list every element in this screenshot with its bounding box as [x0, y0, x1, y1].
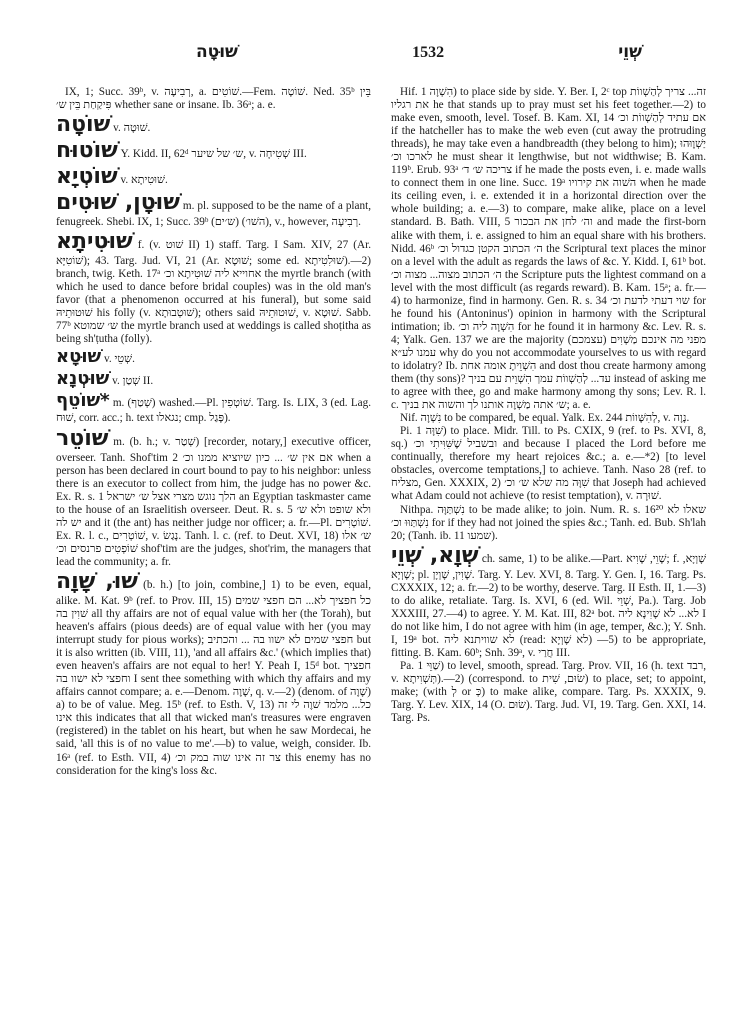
running-header	[56, 42, 706, 68]
page-number: 1532	[412, 44, 445, 61]
right-running-headword: שְׁוֵי	[618, 42, 642, 62]
entry-definition: IX, 1; Succ. 39ᵇ, v. רְבִיעָה, a. שׁוֹטִים.—Fem. שׁוֹטָה. Ned. 35ᵇ בֵּין פִּיקַחַת בֵּין ש׳ whether sane or insane. Ib. 36ᵃ; a. e.	[56, 86, 372, 112]
entry-headword: שׁוֹטוּח	[56, 138, 118, 164]
entry-headword: שׁוֹטָה	[56, 112, 111, 138]
dictionary-entry	[56, 112, 371, 138]
entry-definition: ch. same, 1) to be alike.—Part. שָׁוֵי, שָׁוִיא; f. שָׁוְיָא, שָׁוְיָא; pl. שָׁוִין, שָׁוְיָן. Targ. Y. Lev. XVI, 8. Targ. Y. Gen. I, 16. Targ. Ps. CXXXIX, 12; a. fr.—2) to be worthy, deserve. Targ. II Esth. II, 1.—3) to do alike, retaliate. Targ. Is. XVI, 6 (ed. Wil. שְׁוֵי, Pa.). Targ. Job XXXIII, 27.—4) to agree. Y. M. Kat. III, 82ᵃ bot. לא... לא שָׁוִינָא ליה I do not like him, I do not agree with him (in age, temper, &c.); Y. Snh. I, 19ᵃ bot. לא שוויתנא ליה (read: לא שָׁוְיָא) —5) to be appropriate, fitting. B. Kam. 60ᵇ; Snh. 39ᵃ, v. חֲרַי III.	[391, 552, 707, 659]
dictionary-entry	[56, 390, 371, 425]
entry-headword: *שׁוֹטֵף	[56, 390, 110, 412]
entry-definition: Y. Kidd. II, 62ᵈ ש׳ של שיער, v. שְׁטִיחָה III.	[120, 148, 307, 161]
left-column	[56, 86, 371, 778]
entry-definition: m. (שְׁטַף) washed.—Pl. שׁוֹטְפִין. Targ. Is. LIX, 3 (ed. Lag. שׁוּח, corr. acc.; h. text נגאלו; cmp. פָּגַל).	[56, 397, 372, 425]
entry-headword: שׁוּ, שָׁוָה	[56, 568, 138, 594]
entry-headword: שׁוֹטְיָא	[56, 164, 118, 190]
entry-definition: v. שׁוּטָה.	[113, 122, 151, 135]
two-column-body	[56, 86, 706, 778]
entry-headword: שׁוֹטֵר	[56, 425, 109, 451]
entry-definition: Hif. הִשְׁוָה 1) to place side by side. Y. Ber. I, 2ᶜ top זה... צריך לְהַשְׁווֹת את רגליו he that stands up to pray must set his feet together.—2) to make even, smooth, level. Tosef. B. Kam. XI, 14 אם עתיד לְהַשְׁווֹת וכ׳ if the hatcheller has to make the web even (cut away the protruding threads), he may take even a handbreadth (they belong to him); יַשְׁוֶוּהוּ לארכו וכ׳ he must shear it lengthwise, but not widthwise; B. Kam. 119ᵇ. Erub. 93ᵃ צריכה ש׳ ד׳ if he made the posts even, i. e. made walls to connect them in one line. Succ. 19ᵃ השׁוה את קירויו when he made its ceiling even, i. e. extended it in a horizontal direction over the whole building; a. e.—3) to compare, make alike, place on a level standard. B. Bath. VIII, 5 וה׳ לחן את הבכור and made the first-born alike with them, i. e. assigned to him an equal share with his brothers. Nidd. 46ᵇ ה׳ הכתוב הקטן כגדול וכ׳ the Scriptural text places the minor on a level with the adult as regards the laws of &c. Y. Kidd. I, 61ᵇ bot. ה׳ הכתוב מצוה... מצוה וכ׳ the Scripture puts the lightest command on a level with the most difficult (as regards reward). B. Kam. 15ᵃ; a. fr.—4) to harmonize, find in harmony. Gen. R. s. 34 שוי דעתי לדעת וכ׳ for he found his (Antoninus') opinion in harmony with the Scriptural intimation; ib. הִשְׁוָה ליה וכ׳ for he found it in harmony &c. Lev. R. s. 4; Yalk. Gen. 137 we are the majority מפני מה אינכם מַשְׁוִים (עצמכם) עמנו לע״א why do you not accommodate yourselves to us with regard to idolatry? Ib. הִשְׁוֵיתָ אומה אחת and dost thou create harmony among them (thy sons)? עד... לְהַשְׁווֹת עמך הִשְׁוֵית עם בניך instead of asking me to agree with thee, go and make harmony among thy sons; Lev. R. l. c. ש׳ אתה מַשְׁוֶה אותנו לך והשוה את בניך; a. e.	[391, 86, 707, 412]
entry-definition: Nif. נִשְׁוָה to be compared, be equal. Yalk. Ex. 244 לְהִשָּׁווֹת, v. נָוָה.	[400, 412, 690, 425]
left-running-headword: שׁוּטָה	[196, 42, 238, 62]
entry-definition: m. (b. h.; v. שְׁטַר) [recorder, notary,] executive officer, overseer. Tanh. Shof'tim 2 אם אין ש׳ ... כיון שיוציא ממנו וכ׳ when a person has been declared in court bound to pay to his neighbor: unless there is an executor to collect from him, the judge has no power &c. Ex. R. s. 1 הלך נוגש מצרי אצל ש׳ ישראל an Egyptian taskmaster came to the house of an Israelitish overseer. Deut. R. s. 5 ולא שופט ולא ש׳ יש לה and it (the ant) has neither judge nor officer; a. fr.—Pl. שׁוֹטְרִים. Ex. R. l. c., שׁוֹטְרִים, v. נָגַשׂ. Tanh. l. c. (ref. to Deut. XVI, 18) ש׳ אלו שׁוֹפְטִים פרנסים וכ׳ shof'tim are the judges, shot'rim, the managers that lead the community; a. fr.	[56, 435, 372, 568]
dictionary-entry	[56, 190, 371, 229]
entry-definition: v. שְׁטַן II.	[112, 375, 154, 388]
dictionary-entry	[391, 543, 706, 660]
dictionary-entry	[391, 425, 706, 503]
right-column	[391, 86, 706, 778]
entry-definition: m. pl. supposed to be the name of a plant, fenugreek. Shebi. IX, 1; Succ. 39ᵇ (ש׳ים) (השׁו׳), v., however, רְבִיעָה.	[56, 200, 371, 229]
dictionary-entry	[56, 86, 371, 112]
dictionary-entry	[56, 368, 371, 390]
entry-definition: Pa. שַׁוֵּי 1) to level, smooth, spread. Targ. Prov. VII, 16 (h. text רבד, v. תְּשְׁוִיתָא).—2) (correspond. to שׂוּם, שִׁית) to place, set; to appoint, make; (with לְ or כְּ) to make alike, compare. Targ. Ps. XXXIX, 9. Targ. Y. Lev. XIX, 14 (O. שׂוּם). Targ. Jud. VI, 19. Targ. Gen. XXI, 14. Targ. Ps.	[391, 659, 707, 725]
entry-definition: Pi. שִׁוָּה 1) to place. Midr. Till. to Ps. CXIX, 9 (ref. to Ps. XVI, 8, sq.) ובשביל שֶׁשִּׁוִּיתִי וכ׳ and because I placed the Lord before me continually, therefore my heart rejoices &c.; a. e.—*2) [to level obstacles, overcome temptations,] to achieve. Tanh. Naso 28 (ref. to מצליח, Gen. XXXIX, 2) שִׁוָּה מה שלא ש׳ וכ׳ that Joseph had achieved what Adam could not achieve (to resist temptation), v. שׁוּרָה.	[391, 425, 706, 503]
dictionary-entry	[391, 412, 706, 425]
entry-definition: (b. h.) [to join, combine,] 1) to be even, equal, alike. M. Kat. 9ᵇ (ref. to Prov. III, 15) כל חפציך לא... הם חפצי שמים שׁוִין בה all thy affairs are not of equal value with her (the Torah), but heaven's affairs (pious deeds) are of equal value with her (you may interrupt study for pious works); חפצי שמים לא ישוו בה ... והכתיב but it is also written (ib. VIII, 11), 'and all affairs &c.' (which implies that) even heaven's affairs are not equal to her! Y. Peah I, 15ᵈ bot. חפציך וחפצי לא ישוו בה I sent thee something with which thy affairs and my affairs cannot compare; a. e.—Denom. שָׁוֶה, q. v.—2) (denom. of שָׁוֶה) a) to be of value. Meg. 15ᵇ (ref. to Esth. V, 13) כל... מלמד שׁוֶה לי זה אינו this indicates that all that wicked man's treasures were engraven (registered) in the tablet on his heart, but when he saw Mordecai, he said, 'all this is of no value to me'.—b) to value, weigh, consider. Ib. 16ᵃ (ref. to Esth. VII, 4) צר זה אינו שוה במק וכ׳ this enemy has no consideration for the king's loss &c.	[56, 578, 372, 777]
dictionary-entry	[56, 229, 371, 346]
entry-headword: שְׁוָא, שְׁוֵי	[391, 542, 479, 568]
dictionary-entry	[56, 426, 371, 569]
entry-definition: v. שְׁטֵי.	[103, 353, 135, 366]
dictionary-entry	[391, 86, 706, 412]
dictionary-entry	[56, 164, 371, 190]
entry-definition: Nithpa. נִשְׁתַּוָּה to be made alike; to join. Num. R. s. 16²⁰ שאלו לא נִשְׁתַּוּוּ וכ׳ for if they had not joined the spies &c.; Tanh. ed. Bub. Sh'lah 20; (Tanh. ib. 11 שמעו).	[391, 503, 706, 542]
entry-headword: שׁוּטְנָא	[56, 368, 110, 390]
dictionary-entry	[391, 504, 706, 543]
entry-headword: שׁוּטָא	[56, 346, 102, 368]
entry-headword: שׁוּטִיתָא	[56, 229, 133, 255]
dictionary-entry	[56, 346, 371, 368]
entry-headword: שׁוּטָן, שׁוּטִים	[56, 190, 180, 216]
dictionary-entry	[391, 660, 706, 725]
entry-definition: f. (v. שׁוּט II) 1) staff. Targ. I Sam. XIV, 27 (Ar. שׁוֹטִיָּא); 43. Targ. Jud. VI, 21 (Ar. שׁוּטָא; some ed. שׁוּלִטִיתָא).—2) branch, twig. Keth. 17ᵃ אחוייא ליה שׁוּטִיתָא וכ׳ the myrtle branch (with which he used to dance before bridal couples) was in the old man's favor (that a phenomenon occurred at his funeral), but some said שׁוּטוּתֵיהּ his folly (v. שׁוּטְבוּתָא); others said שׁוּטוּתֵיהּ, v. שׁוּטָא. Sabb. 77ᵇ ש׳ שמוטא the myrtle branch used at weddings is called shoṭitha as being sh'ṭutha (folly).	[56, 239, 372, 346]
entry-definition: v. שׁוּטִיתָא.	[120, 174, 168, 187]
dictionary-entry	[56, 138, 371, 164]
dictionary-entry	[56, 569, 371, 778]
